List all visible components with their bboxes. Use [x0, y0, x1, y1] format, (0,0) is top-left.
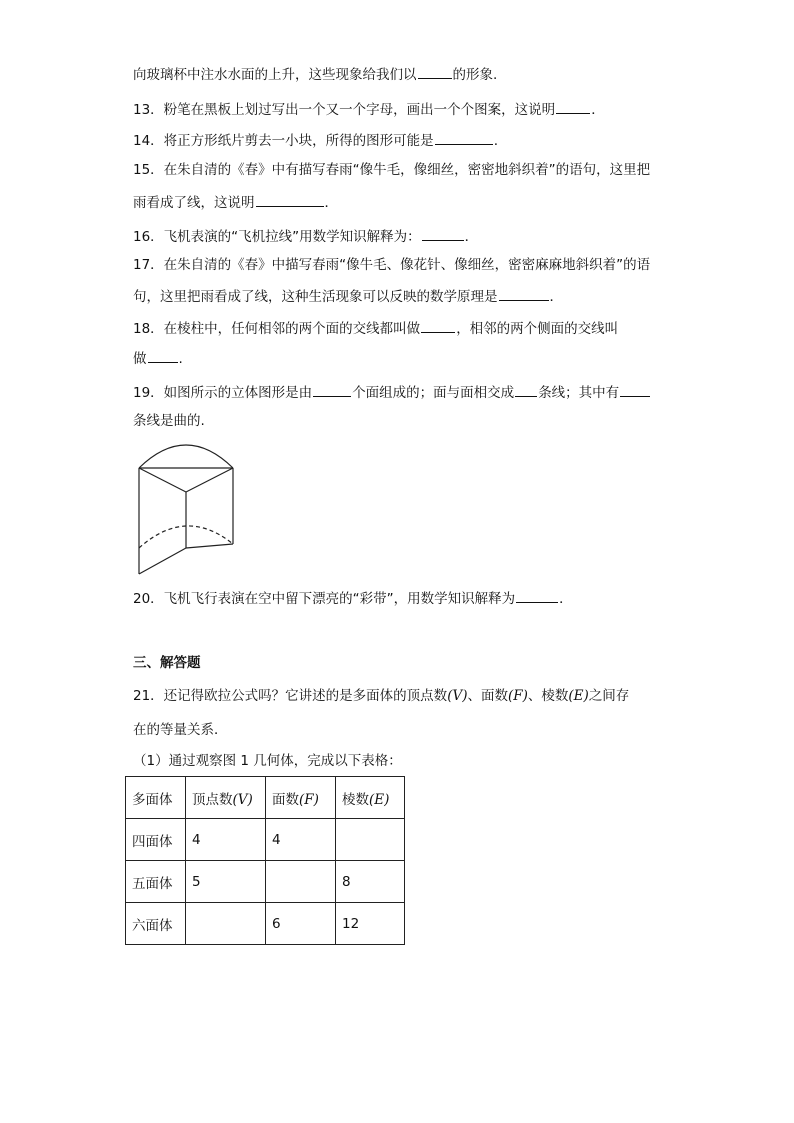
answer-blank[interactable] — [620, 382, 650, 397]
text: 13．粉笔在黑板上划过写出一个又一个字母，画出一个个图案，这说明 — [133, 102, 556, 118]
text: 、面数 — [467, 688, 508, 704]
answer-blank[interactable] — [418, 64, 452, 79]
text: ． — [324, 195, 338, 211]
line-q12-tail — [133, 64, 497, 84]
question-19-line-1 — [133, 382, 651, 402]
table-row — [126, 861, 405, 903]
answer-blank[interactable] — [516, 588, 558, 603]
answer-blank[interactable] — [148, 348, 178, 363]
text: 在的等量关系． — [133, 722, 228, 738]
text: 19．如图所示的立体图形是由 — [133, 385, 313, 401]
text: 条线；其中有 — [538, 385, 620, 401]
text: 16．飞机表演的“飞机拉线”用数学知识解释为： — [133, 229, 421, 245]
table-cell[interactable]: 5 — [186, 861, 266, 903]
var-e: (E) — [568, 688, 589, 704]
text: 15．在朱自清的《春》中有描写春雨“像牛毛，像细丝，密密地斜织着”的语句，这里把 — [133, 162, 651, 178]
table-row — [126, 903, 405, 945]
answer-blank[interactable] — [313, 382, 351, 397]
header-label: 多面体 — [132, 791, 173, 808]
text: 向玻璃杯中注水水面的上升，这些现象给我们以 — [133, 67, 417, 83]
text: ． — [464, 229, 479, 245]
text: . — [493, 133, 498, 149]
header-cell — [336, 777, 405, 819]
header-label: 面数 — [272, 791, 299, 808]
text: 之间存 — [588, 688, 630, 704]
question-15-line-2 — [133, 192, 338, 212]
table-row — [126, 819, 405, 861]
question-17-line-1 — [133, 256, 650, 274]
text: ，相邻的两个侧面的交线叫 — [456, 321, 619, 337]
table-cell: 六面体 — [126, 903, 186, 945]
front-top-edges — [139, 468, 233, 492]
header-cell — [266, 777, 336, 819]
table-cell[interactable]: 6 — [266, 903, 336, 945]
question-20 — [133, 588, 573, 608]
bottom-right-edge — [186, 544, 233, 548]
text: . — [178, 351, 183, 367]
top-arc-edge — [139, 445, 233, 468]
header-var: (V) — [232, 791, 253, 808]
text: 18．在棱柱中，任何相邻的两个面的交线都叫做 — [133, 321, 421, 337]
question-16 — [133, 226, 478, 246]
text: 、棱数 — [527, 688, 569, 704]
section-title: 三、解答题 — [133, 655, 201, 671]
header-cell — [186, 777, 266, 819]
text: 的形象. — [452, 67, 498, 83]
text: 21．还记得欧拉公式吗？它讲述的是多面体的顶点数 — [133, 688, 448, 704]
table-cell: 四面体 — [126, 819, 186, 861]
question-14 — [133, 130, 498, 150]
answer-blank[interactable] — [256, 192, 324, 207]
answer-blank[interactable] — [499, 286, 549, 301]
answer-blank[interactable] — [556, 99, 590, 114]
var-f: (F) — [507, 688, 528, 704]
table-cell[interactable] — [186, 903, 266, 945]
header-label: 棱数 — [342, 791, 369, 808]
answer-blank[interactable] — [515, 382, 537, 397]
section-heading — [133, 654, 201, 672]
header-var: (F) — [299, 791, 319, 808]
table-cell: 五面体 — [126, 861, 186, 903]
text: ． — [591, 102, 605, 118]
answer-blank[interactable] — [435, 130, 493, 145]
table-cell[interactable]: 4 — [266, 819, 336, 861]
question-21-line-1 — [133, 687, 629, 705]
text: 条线是曲的. — [133, 413, 205, 429]
question-18-line-2 — [133, 348, 183, 368]
table-header-row — [126, 777, 405, 819]
question-15-line-1 — [133, 161, 650, 179]
question-17-line-2 — [133, 286, 563, 306]
text: 17．在朱自清的《春》中描写春雨“像牛毛、像花针、像细丝，密密麻麻地斜织着”的语 — [133, 257, 651, 273]
text: 雨看成了线，这说明 — [133, 195, 255, 211]
table-cell[interactable]: 8 — [336, 861, 405, 903]
text: 做 — [133, 351, 147, 367]
var-v: (V) — [447, 688, 468, 704]
solid-figure-diagram — [128, 436, 238, 578]
answer-blank[interactable] — [422, 226, 464, 241]
header-var: (E) — [369, 791, 390, 808]
text: ． — [559, 591, 573, 607]
text: 个面组成的；面与面相交成 — [352, 385, 515, 401]
header-cell — [126, 777, 186, 819]
table-cell[interactable] — [336, 819, 405, 861]
header-label: 顶点数 — [192, 791, 233, 808]
text: 句，这里把雨看成了线，这种生活现象可以反映的数学原理是 — [133, 289, 498, 305]
table-cell[interactable] — [266, 861, 336, 903]
text: 20．飞机飞行表演在空中留下漂亮的“彩带”，用数学知识解释为 — [133, 591, 516, 607]
polyhedron-table — [125, 776, 405, 945]
question-13 — [133, 99, 605, 119]
text: 14．将正方形纸片剪去一小块，所得的图形可能是 — [133, 133, 434, 149]
bottom-left-edge — [139, 548, 186, 574]
text: （1）通过观察图 1 几何体，完成以下表格： — [133, 753, 402, 769]
table-cell[interactable]: 12 — [336, 903, 405, 945]
question-18-line-1 — [133, 318, 618, 338]
text: ． — [549, 289, 563, 305]
answer-blank[interactable] — [421, 318, 455, 333]
question-21-line-2 — [133, 721, 228, 739]
table-cell[interactable]: 4 — [186, 819, 266, 861]
question-19-line-2 — [133, 412, 205, 430]
question-21-part-1 — [133, 752, 402, 770]
